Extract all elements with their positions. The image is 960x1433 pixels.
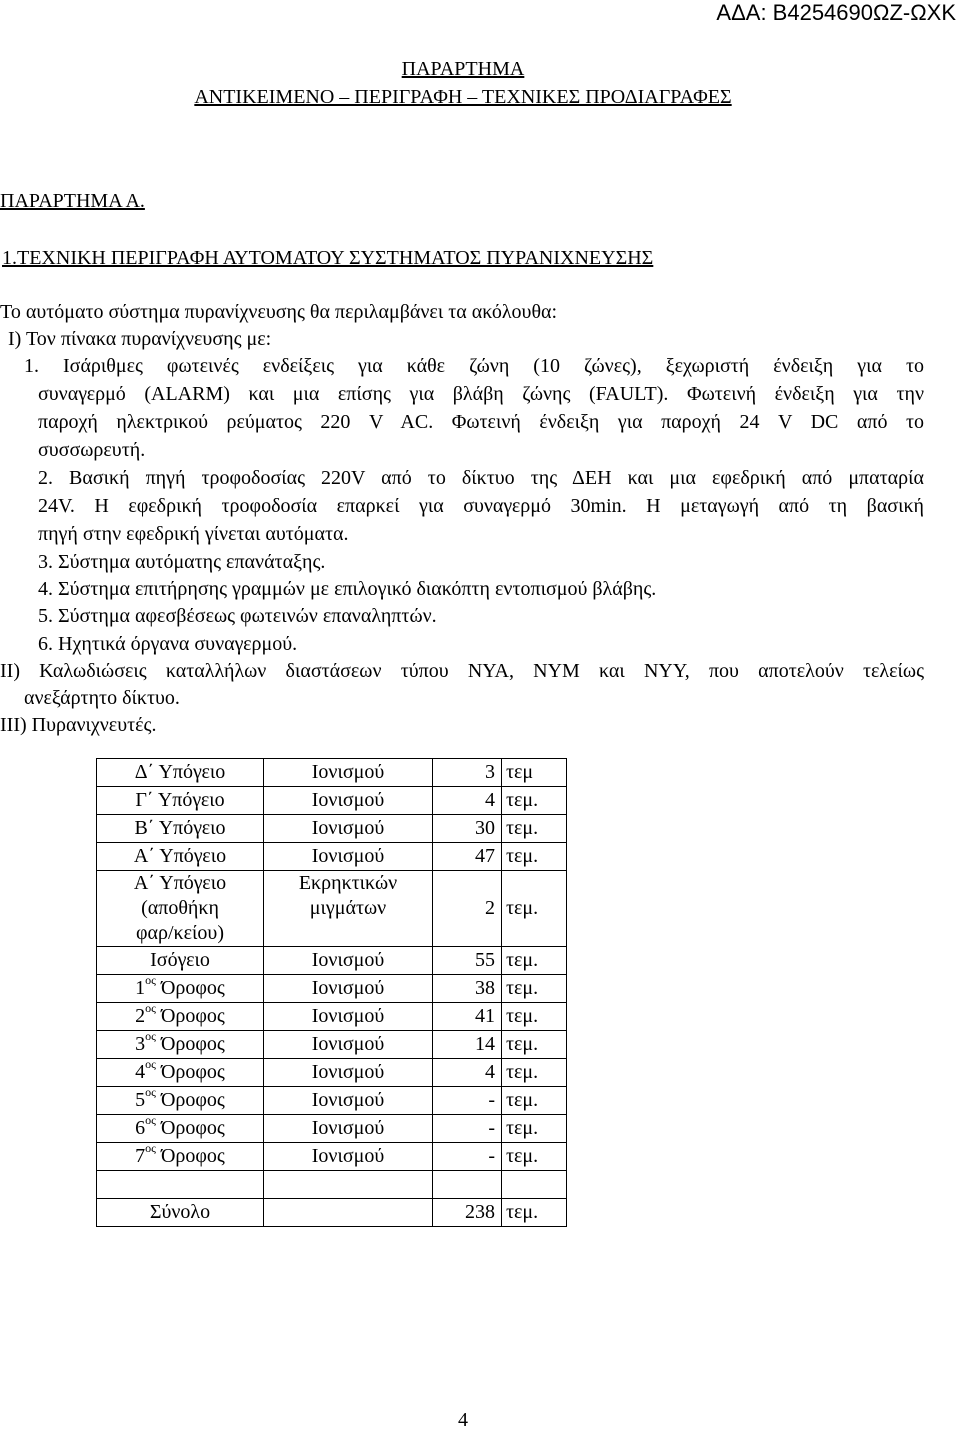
location-cell: Β΄ Υπόγειο bbox=[97, 815, 264, 843]
section-heading: 1.ΤΕΧΝΙΚΗ ΠΕΡΙΓΡΑΦΗ ΑΥΤΟΜΑΤΟΥ ΣΥΣΤΗΜΑΤΟΣ ΠΥΡΑΝΙΧΝΕΥΣΗΣ bbox=[2, 247, 654, 269]
table-row bbox=[97, 1115, 567, 1143]
quantity-cell: 55 bbox=[433, 947, 502, 975]
document-code: ΑΔΑ: Β4254690ΩΖ-ΩΧΚ bbox=[716, 0, 956, 25]
ordinal-suffix: ος bbox=[145, 1057, 156, 1072]
floor-label: Όροφος bbox=[155, 977, 225, 999]
location-line: (αποθήκη bbox=[141, 897, 219, 919]
type-cell: Ιονισμού bbox=[264, 975, 433, 1003]
table-row bbox=[97, 1143, 567, 1171]
ordinal-suffix: ος bbox=[145, 1141, 156, 1156]
total-label-cell: Σύνολο bbox=[97, 1199, 264, 1227]
quantity-cell: - bbox=[433, 1143, 502, 1171]
location-cell bbox=[97, 1143, 264, 1171]
type-cell: Ιονισμού bbox=[264, 1115, 433, 1143]
appendix-subtitle: ΑΝΤΙΚΕΙΜΕΝΟ – ΠΕΡΙΓΡΑΦΗ – ΤΕΧΝΙΚΕΣ ΠΡΟΔΙΑΓΡΑΦΕΣ bbox=[194, 86, 732, 108]
floor-label: Όροφος bbox=[155, 1145, 225, 1167]
quantity-cell: - bbox=[433, 1087, 502, 1115]
empty-cell bbox=[502, 1171, 567, 1199]
item-4: 4. Σύστημα επιτήρησης γραμμών με επιλογικό διακόπτη εντοπισμού βλάβης. bbox=[38, 578, 657, 600]
unit-cell: τεμ. bbox=[502, 1115, 567, 1143]
type-cell: Ιονισμού bbox=[264, 787, 433, 815]
table-row bbox=[97, 1031, 567, 1059]
type-cell: Ιονισμού bbox=[264, 1087, 433, 1115]
unit-cell: τεμ. bbox=[502, 1143, 567, 1171]
item-3: 3. Σύστημα αυτόματης επανάταξης. bbox=[38, 551, 326, 573]
table-row-empty bbox=[97, 1171, 567, 1199]
unit-cell: τεμ. bbox=[502, 815, 567, 843]
unit-cell: τεμ. bbox=[502, 843, 567, 871]
floor-number: 7 bbox=[135, 1145, 146, 1167]
floor-label: Όροφος bbox=[155, 1117, 225, 1139]
location-cell bbox=[97, 1087, 264, 1115]
ordinal-suffix: ος bbox=[145, 973, 156, 988]
unit-cell: τεμ. bbox=[502, 1059, 567, 1087]
location-line: φαρ/κείου) bbox=[136, 922, 224, 944]
item-2-line-3: πηγή στην εφεδρική γίνεται αυτόματα. bbox=[38, 523, 349, 545]
type-line: μιγμάτων bbox=[309, 897, 387, 919]
quantity-cell: 2 bbox=[433, 871, 502, 947]
floor-number: 2 bbox=[135, 1005, 146, 1027]
location-cell bbox=[97, 975, 264, 1003]
quantity-cell: 41 bbox=[433, 1003, 502, 1031]
unit-cell: τεμ. bbox=[502, 787, 567, 815]
quantity-cell: 47 bbox=[433, 843, 502, 871]
table-row bbox=[97, 759, 567, 787]
type-cell: Ιονισμού bbox=[264, 759, 433, 787]
section-label: ΠΑΡΑΡΤΗΜΑ Α. bbox=[0, 190, 145, 212]
unit-cell: τεμ. bbox=[502, 975, 567, 1003]
intro-text: Το αυτόματο σύστημα πυρανίχνευσης θα περιλαμβάνει τα ακόλουθα: bbox=[0, 301, 558, 323]
type-cell: Ιονισμού bbox=[264, 1143, 433, 1171]
part-1-heading: Ι) Τον πίνακα πυρανίχνευσης με: bbox=[8, 328, 272, 350]
total-unit-cell: τεμ. bbox=[502, 1199, 567, 1227]
type-cell: Ιονισμού bbox=[264, 1059, 433, 1087]
type-cell: Ιονισμού bbox=[264, 1031, 433, 1059]
item-6: 6. Ηχητικά όργανα συναγερμού. bbox=[38, 633, 298, 655]
location-cell: Γ΄ Υπόγειο bbox=[97, 787, 264, 815]
floor-number: 3 bbox=[135, 1033, 146, 1055]
floor-number: 4 bbox=[135, 1061, 146, 1083]
page-number: 4 bbox=[458, 1409, 468, 1431]
type-cell: Ιονισμού bbox=[264, 947, 433, 975]
item-1-line-3: παροχή ηλεκτρικού ρεύματος 220 V AC. Φωτεινή ένδειξη για παροχή 24 V DC από το bbox=[38, 411, 924, 433]
floor-number: 1 bbox=[135, 977, 146, 999]
location-cell: Α΄ Υπόγειο bbox=[97, 843, 264, 871]
table-row-special bbox=[97, 871, 567, 947]
item-1-line-2: συναγερμό (ALARM) και μια επίσης για βλάβη ζώνης (FAULT). Φωτεινή ένδειξη για την bbox=[38, 383, 924, 405]
unit-cell: τεμ. bbox=[502, 1031, 567, 1059]
type-line: Εκρηκτικών bbox=[298, 872, 398, 894]
unit-cell: τεμ. bbox=[502, 871, 567, 947]
floor-label: Όροφος bbox=[155, 1089, 225, 1111]
quantity-cell: 4 bbox=[433, 787, 502, 815]
unit-cell: τεμ. bbox=[502, 1087, 567, 1115]
quantity-cell: - bbox=[433, 1115, 502, 1143]
location-cell: Ισόγειο bbox=[97, 947, 264, 975]
unit-cell: τεμ. bbox=[502, 947, 567, 975]
part-3-heading: ΙΙΙ) Πυρανιχνευτές. bbox=[0, 714, 157, 736]
quantity-cell: 3 bbox=[433, 759, 502, 787]
ordinal-suffix: ος bbox=[145, 1085, 156, 1100]
quantity-cell: 30 bbox=[433, 815, 502, 843]
floor-label: Όροφος bbox=[155, 1061, 225, 1083]
floor-number: 6 bbox=[135, 1117, 146, 1139]
quantity-cell: 4 bbox=[433, 1059, 502, 1087]
item-2-line-2: 24V. Η εφεδρική τροφοδοσία επαρκεί για συναγερμό 30min. Η μεταγωγή από τη βασική bbox=[38, 495, 924, 517]
quantity-cell: 38 bbox=[433, 975, 502, 1003]
type-cell: Ιονισμού bbox=[264, 843, 433, 871]
item-1-line-1: 1. Ισάριθμες φωτεινές ενδείξεις για κάθε ζώνη (10 ζώνες), ξεχωριστή ένδειξη για το bbox=[24, 355, 924, 377]
table-row bbox=[97, 1087, 567, 1115]
type-cell: Ιονισμού bbox=[264, 815, 433, 843]
total-quantity-cell: 238 bbox=[433, 1199, 502, 1227]
floor-label: Όροφος bbox=[155, 1005, 225, 1027]
item-2-line-1: 2. Βασική πηγή τροφοδοσίας 220V από το δίκτυο της ΔΕΗ και μια εφεδρική από μπαταρία bbox=[38, 467, 924, 489]
detector-count-table bbox=[96, 758, 567, 1227]
location-cell bbox=[97, 1031, 264, 1059]
location-cell bbox=[97, 1003, 264, 1031]
table-row bbox=[97, 787, 567, 815]
location-cell bbox=[97, 1115, 264, 1143]
table-row bbox=[97, 815, 567, 843]
empty-cell bbox=[97, 1171, 264, 1199]
empty-cell bbox=[264, 1199, 433, 1227]
table-row bbox=[97, 843, 567, 871]
appendix-title: ΠΑΡΑΡΤΗΜΑ bbox=[401, 58, 525, 80]
unit-cell: τεμ. bbox=[502, 1003, 567, 1031]
location-cell bbox=[97, 1059, 264, 1087]
table-row-total bbox=[97, 1199, 567, 1227]
table-row bbox=[97, 947, 567, 975]
item-1-line-4: συσσωρευτή. bbox=[38, 439, 146, 461]
type-cell bbox=[264, 871, 433, 947]
quantity-cell: 14 bbox=[433, 1031, 502, 1059]
item-5: 5. Σύστημα αφεσβέσεως φωτεινών επαναληπτών. bbox=[38, 605, 437, 627]
floor-number: 5 bbox=[135, 1089, 146, 1111]
table-row bbox=[97, 1003, 567, 1031]
table-row bbox=[97, 975, 567, 1003]
type-cell: Ιονισμού bbox=[264, 1003, 433, 1031]
ordinal-suffix: ος bbox=[145, 1001, 156, 1016]
floor-label: Όροφος bbox=[155, 1033, 225, 1055]
empty-cell bbox=[433, 1171, 502, 1199]
ordinal-suffix: ος bbox=[145, 1113, 156, 1128]
location-line: Α΄ Υπόγειο bbox=[133, 872, 227, 894]
ordinal-suffix: ος bbox=[145, 1029, 156, 1044]
part-2-line-2: ανεξάρτητο δίκτυο. bbox=[24, 687, 180, 709]
table-row bbox=[97, 1059, 567, 1087]
part-2-line-1: ΙΙ) Καλωδιώσεις καταλλήλων διαστάσεων τύπου NYA, NYM και NYY, που αποτελούν τελείως bbox=[0, 660, 924, 682]
location-cell: Δ΄ Υπόγειο bbox=[97, 759, 264, 787]
empty-cell bbox=[264, 1171, 433, 1199]
unit-cell: τεμ bbox=[502, 759, 567, 787]
location-cell bbox=[97, 871, 264, 947]
